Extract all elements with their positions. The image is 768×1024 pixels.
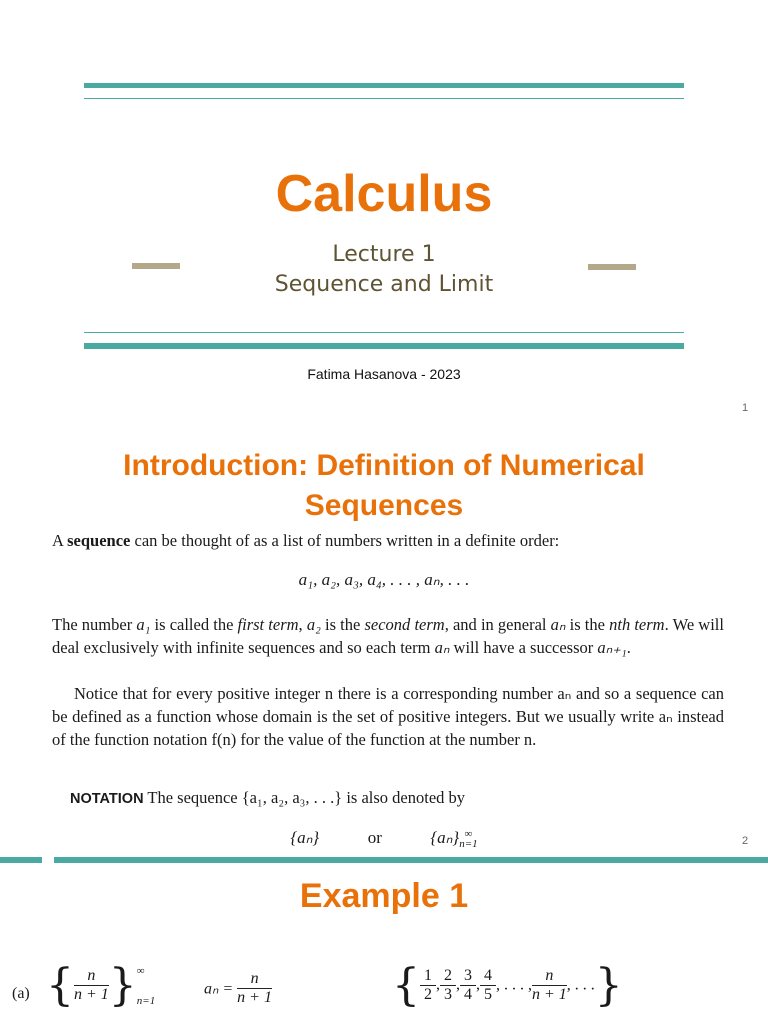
top-thick-rule <box>84 83 684 88</box>
slide-separator-left <box>0 857 42 863</box>
slide2-title-line2: Sequences <box>304 489 464 522</box>
notation-line: NOTATION The sequence {a₁, a₂, a₃, . . .} is also denoted by <box>70 788 466 807</box>
page-number-1: 1 <box>742 402 749 414</box>
example-a-set: { $\frac{n}{n + 1}$ } ∞ n=1 <box>46 960 156 1011</box>
example-a-formula: aₙ = $\frac{n}{n + 1}$ <box>204 970 272 1006</box>
sequence-list: a₁, a₂, a₃, a₄, . . . , aₙ, . . . <box>298 570 470 589</box>
deck-title: Calculus <box>275 165 493 223</box>
notation-form1: {aₙ} <box>290 828 320 847</box>
example-a-label: (a) <box>12 985 30 1002</box>
bottom-thin-rule <box>84 332 684 333</box>
paragraph-function: Notice that for every positive integer n there is a corresponding number aₙ and so a sequence can be defined as a function whose domain is the set of positive integers. But we usually write aₙ instead of the function notation f(n) for the value of the function at the number n. <box>52 684 724 749</box>
example-title: Example 1 <box>299 877 469 915</box>
slide2-title-line1: Introduction: Definition of Numerical <box>123 449 645 482</box>
author-line: Fatima Hasanova - 2023 <box>307 366 461 382</box>
page-number-2: 2 <box>742 835 749 847</box>
term-sequence: sequence <box>67 531 131 550</box>
bottom-thick-rule <box>84 343 684 349</box>
top-thin-rule <box>84 98 684 99</box>
lecture-topic: Sequence and Limit <box>274 272 494 297</box>
paragraph-terms: The number a₁ is called the first term, a₂ is the second term, and in general aₙ is the nth term. We will deal exclusively with infinite sequences and so each term aₙ will have a successor aₙ₊₁. <box>52 615 724 657</box>
notation-forms: {aₙ} or {aₙ} ∞ n=1 <box>290 828 478 851</box>
notation-label: NOTATION <box>70 791 144 807</box>
notation-form2: {aₙ} <box>430 828 460 847</box>
notation-or: or <box>367 828 382 847</box>
term-list: $\frac{1}{2}$ , $\frac{2}{3}$ , $\frac{3}{4}$ , $\frac{4}{5}$ <box>420 976 496 993</box>
sequence-intro: A sequence can be thought of as a list of numbers written in a definite order: <box>52 531 560 550</box>
lecture-number: Lecture 1 <box>332 242 436 267</box>
example-a-terms: { $\frac{1}{2}$ , $\frac{2}{3}$ , $\frac{3}{4}$ , $\frac{4}{5}$ , . . . , $\frac{n}{n + 1}$ , . . .} <box>392 960 623 1011</box>
formula-fraction: $\frac{n}{n + 1}$ <box>237 970 272 1006</box>
fraction: $\frac{n}{n + 1}$ <box>74 967 109 1003</box>
slide-separator-right <box>54 857 768 863</box>
